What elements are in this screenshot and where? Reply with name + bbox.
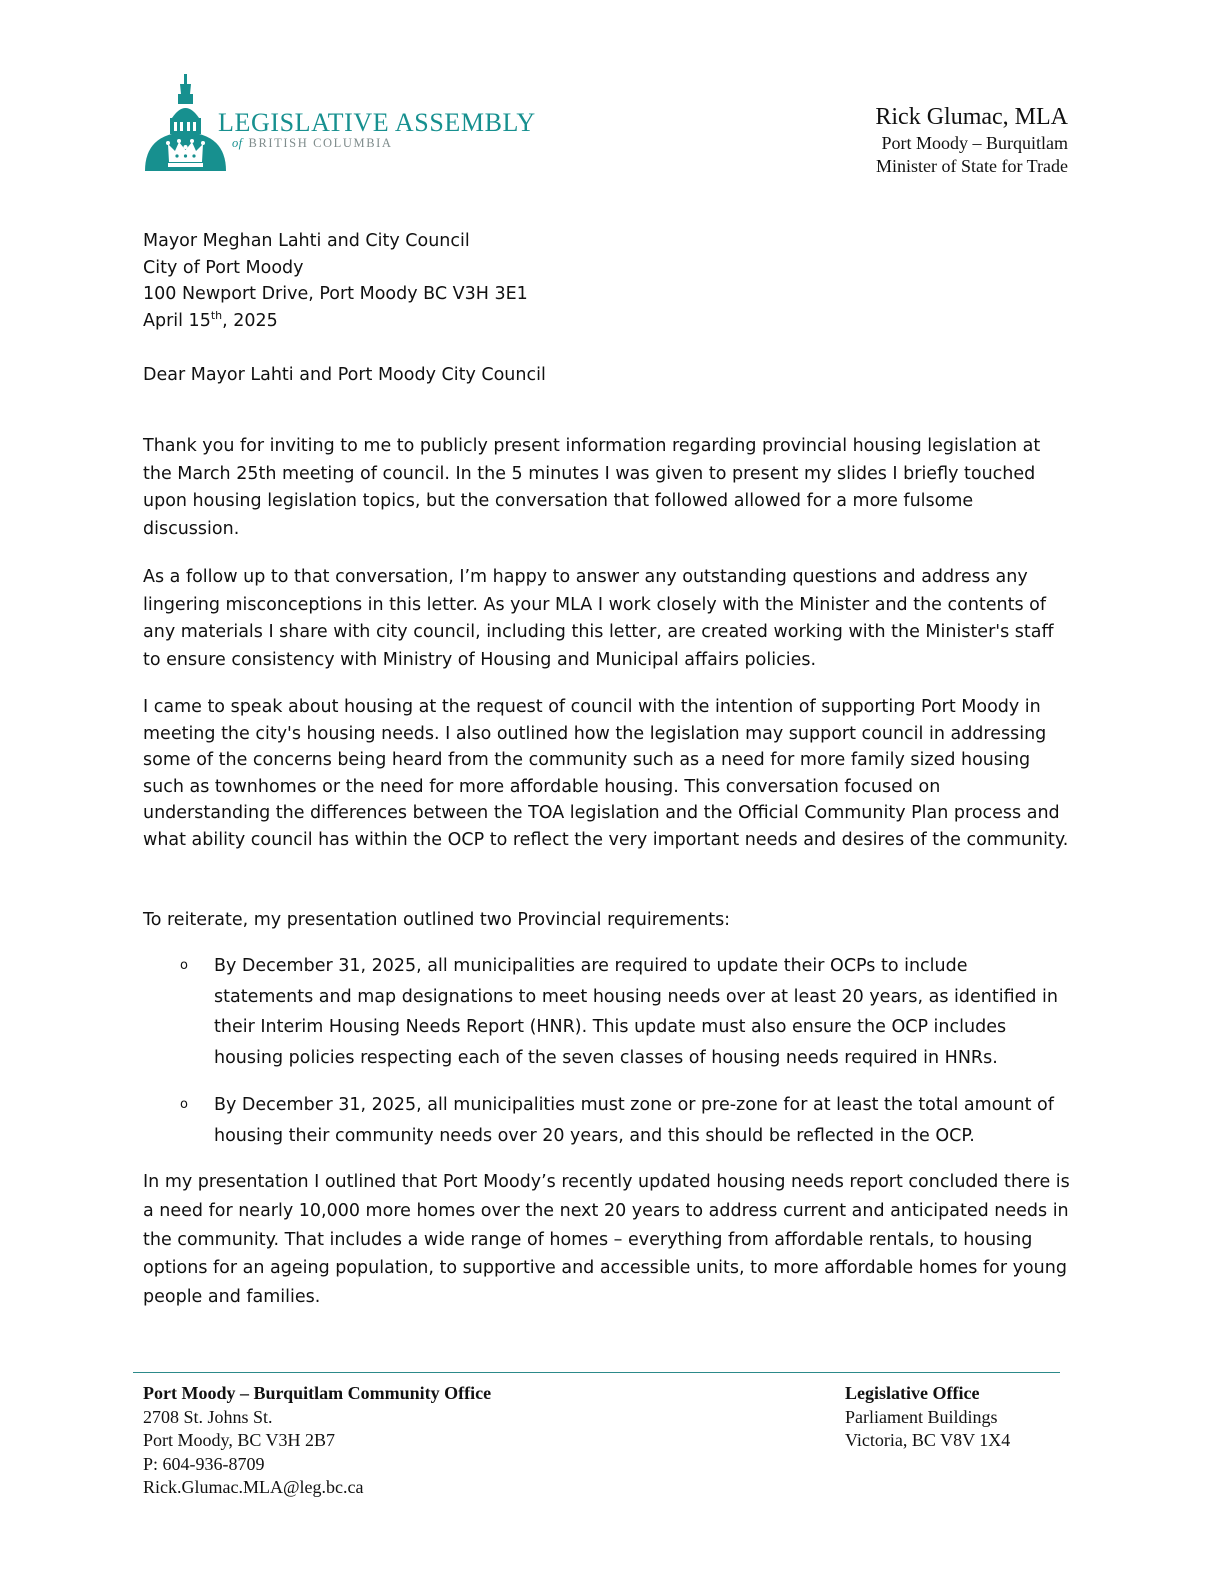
bullet-circle-icon: o bbox=[180, 1097, 188, 1112]
paragraph-thanks: Thank you for inviting to me to publicly present information regarding provincial housing legislation at the March 25th meeting of council. In the 5 minutes I was given to present my slides I briefly touched upon housing legislation topics, but the conversation that followed allowed for a more fulsome discussion. bbox=[143, 436, 1041, 539]
community-office-phone: P: 604-936-8709 bbox=[143, 1453, 265, 1474]
legislative-office-heading: Legislative Office bbox=[845, 1383, 980, 1403]
address-line: 100 Newport Drive, Port Moody BC V3H 3E1 bbox=[143, 284, 528, 304]
date-suffix: , 2025 bbox=[222, 310, 278, 331]
legislative-office-building: Parliament Buildings bbox=[845, 1406, 998, 1427]
logo-subtitle-province: BRITISH COLUMBIA bbox=[248, 136, 393, 150]
salutation: Dear Mayor Lahti and Port Moody City Council bbox=[143, 365, 546, 385]
legislative-assembly-logo bbox=[144, 72, 544, 176]
mla-riding: Port Moody – Burquitlam bbox=[881, 133, 1068, 153]
date-prefix: April 15 bbox=[143, 310, 211, 331]
paragraph-housing-needs: In my presentation I outlined that Port Moody’s recently updated housing needs report concluded there is a need for nearly 10,000 more homes over the next 20 years to address current and anticipated needs in the community. That includes a wide range of homes – everything from affordable rentals, to housing options for an ageing population, to supportive and accessible units, to more affordable homes for young people and families. bbox=[143, 1172, 1070, 1308]
community-office-street: 2708 St. Johns St. bbox=[143, 1406, 273, 1427]
community-office-city: Port Moody, BC V3H 2B7 bbox=[143, 1430, 336, 1450]
letter-date bbox=[143, 308, 1073, 335]
paragraph-housing-purpose: I came to speak about housing at the request of council with the intention of supporting Port Moody in meeting the city's housing needs. I also outlined how the legislation may support council in addressing some of the concerns being heard from the community such as a need for more family sized housing such as townhomes or the need for more affordable housing. This conversation focused on understanding the differences between the TOA legislation and the Official Community Plan process and what ability council has within the OCP to reflect the very important needs and desires of the community. bbox=[143, 697, 1069, 850]
mla-name: Rick Glumac, MLA bbox=[875, 104, 1068, 130]
paragraph-requirements-intro: To reiterate, my presentation outlined two Provincial requirements: bbox=[143, 910, 731, 930]
paragraph-follow-up: As a follow up to that conversation, I’m happy to answer any outstanding questions and address any lingering misconceptions in this letter. As your MLA I work closely with the Minister and the contents of any materials I share with city council, including this letter, are created working with the Minister's staff to ensure consistency with Ministry of Housing and Municipal affairs policies. bbox=[143, 567, 1054, 670]
logo-subtitle bbox=[232, 136, 393, 151]
community-office-block bbox=[143, 1382, 491, 1500]
requirement-text: By December 31, 2025, all municipalities are required to update their OCPs to include statements and map designations to meet housing needs over at least 20 years, as identified in their Interim Housing Needs Report (HNR). This update must also ensure the OCP includes housing policies respecting each of the seven classes of housing needs required in HNRs. bbox=[214, 956, 1058, 1068]
community-office-heading: Port Moody – Burquitlam Community Office bbox=[143, 1383, 492, 1403]
community-office-email: Rick.Glumac.MLA@leg.bc.ca bbox=[143, 1477, 364, 1497]
mla-header-block bbox=[875, 102, 1068, 178]
requirement-list-item bbox=[180, 1090, 1070, 1151]
logo-title: LEGISLATIVE ASSEMBLY bbox=[218, 108, 536, 137]
legislative-office-block bbox=[845, 1382, 1010, 1453]
bullet-circle-icon: o bbox=[180, 958, 188, 973]
address-line: Mayor Meghan Lahti and City Council bbox=[143, 231, 470, 251]
mla-role: Minister of State for Trade bbox=[876, 156, 1068, 176]
footer-divider bbox=[133, 1372, 1060, 1373]
date-ordinal: th bbox=[210, 308, 223, 322]
legislative-office-city: Victoria, BC V8V 1X4 bbox=[845, 1430, 1011, 1450]
address-line: City of Port Moody bbox=[143, 257, 304, 278]
requirement-text: By December 31, 2025, all municipalities must zone or pre-zone for at least the total amount of housing their community needs over 20 years, and this should be reflected in the OCP. bbox=[214, 1095, 1054, 1146]
logo-subtitle-of: of bbox=[232, 136, 243, 150]
requirement-list-item bbox=[180, 951, 1070, 1073]
recipient-address bbox=[143, 228, 1073, 334]
